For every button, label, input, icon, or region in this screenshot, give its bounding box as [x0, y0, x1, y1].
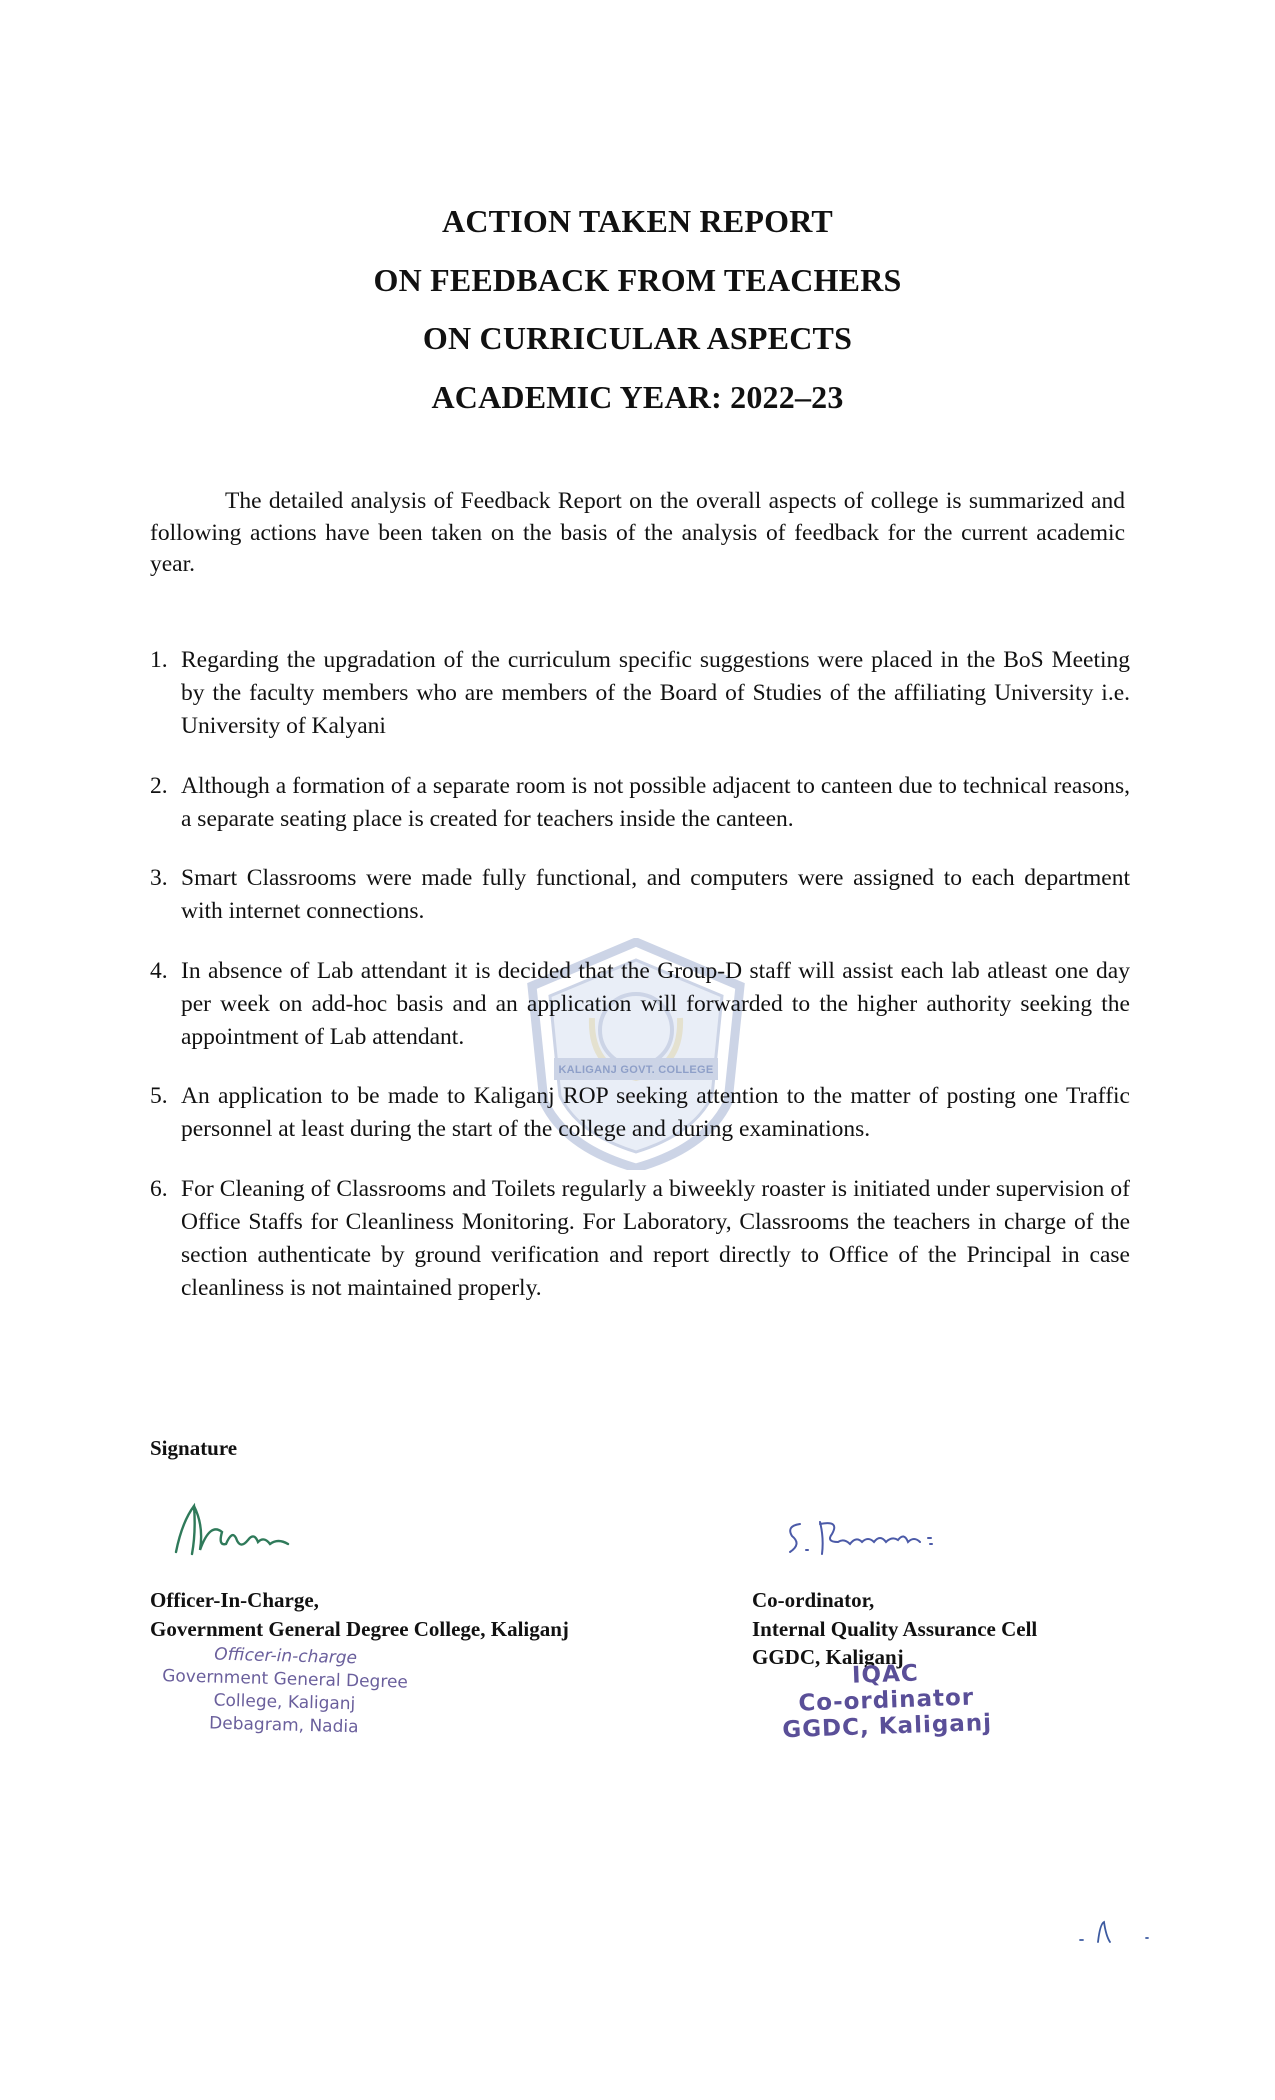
item-text: Although a formation of a separate room is not possible adjacent to canteen due to technical reasons, a separate seating place is created for teachers inside the canteen. — [181, 772, 1130, 832]
title-line: ON FEEDBACK FROM TEACHERS — [373, 261, 902, 298]
list-item — [150, 955, 1130, 1054]
item-number: 3. — [150, 865, 168, 891]
coordinator-institution: GGDC, Kaliganj — [752, 1645, 904, 1669]
officer-signature-icon — [170, 1492, 300, 1564]
item-text: For Cleaning of Classrooms and Toilets regularly a biweekly roaster is initiated under supervision of Office Staffs for Cleanliness Monitoring. For Laboratory, Classrooms the teachers in charge of the section authenticate by ground verification and report directly to Office of the Principal in case cleanliness is not maintained properly. — [181, 1175, 1130, 1301]
item-text: Regarding the upgradation of the curriculum specific suggestions were placed in the BoS Meeting by the faculty members who are members of the Board of Studies of the affiliating University i.e. University of Kalyani — [181, 647, 1130, 739]
coordinator-cell: Internal Quality Assurance Cell — [752, 1616, 1038, 1641]
title-line: ACADEMIC YEAR: 2022–23 — [431, 378, 844, 415]
report-title — [0, 192, 1275, 426]
item-number: 1. — [150, 647, 168, 673]
title-line: ACTION TAKEN REPORT — [442, 203, 833, 239]
intro-paragraph: The detailed analysis of Feedback Report on the overall aspects of college is summarized and following actions have been taken on the basis of the analysis of feedback for the current academic year. — [150, 488, 1125, 577]
list-item — [150, 1173, 1130, 1305]
item-text: An application to be made to Kaliganj ROP seeking attention to the matter of posting one Traffic personnel at least during the start of the college and during examinations. — [181, 1083, 1130, 1142]
item-number: 6. — [150, 1175, 168, 1202]
officer-signature-block — [150, 1586, 670, 1643]
coordinator-title: Co-ordinator, — [752, 1588, 875, 1612]
stamp-line: Debagram, Nadia — [208, 1713, 359, 1738]
item-number: 2. — [150, 772, 168, 799]
stamp-line: Government General Degree — [161, 1666, 409, 1693]
stamp-line: Officer-in-charge — [214, 1644, 358, 1669]
stamp-line: IQAC — [851, 1660, 920, 1689]
item-text: Smart Classrooms were made fully functional, and computers were assigned to each department with internet connections. — [181, 865, 1130, 924]
list-item — [150, 1080, 1130, 1146]
action-list — [150, 644, 1130, 1331]
title-line: ON CURRICULAR ASPECTS — [422, 320, 853, 356]
signature-heading: Signature — [150, 1436, 238, 1460]
item-number: 5. — [150, 1083, 168, 1109]
initial-mark-icon — [1076, 1918, 1156, 1946]
officer-institution: Government General Degree College, Kaliganj — [150, 1616, 569, 1641]
coordinator-signature-icon — [780, 1512, 948, 1564]
item-number: 4. — [150, 957, 168, 984]
stamp-line: GGDC, Kaliganj — [781, 1709, 993, 1744]
iqac-stamp — [760, 1657, 1013, 1744]
list-item — [150, 862, 1130, 928]
officer-title: Officer-In-Charge, — [150, 1588, 319, 1612]
officer-stamp — [154, 1642, 416, 1741]
list-item — [150, 644, 1130, 743]
stamp-line: Co-ordinator — [797, 1684, 975, 1717]
item-text: In absence of Lab attendant it is decided that the Group-D staff will assist each lab atleast one day per week on add-hoc basis and an application will forwarded to the higher authority seeking the appointment of Lab attendant. — [181, 957, 1130, 1050]
watermark-text: KALIGANJ GOVT. COLLEGE — [558, 1064, 714, 1076]
stamp-line: College, Kaliganj — [213, 1690, 356, 1715]
list-item — [150, 770, 1130, 836]
